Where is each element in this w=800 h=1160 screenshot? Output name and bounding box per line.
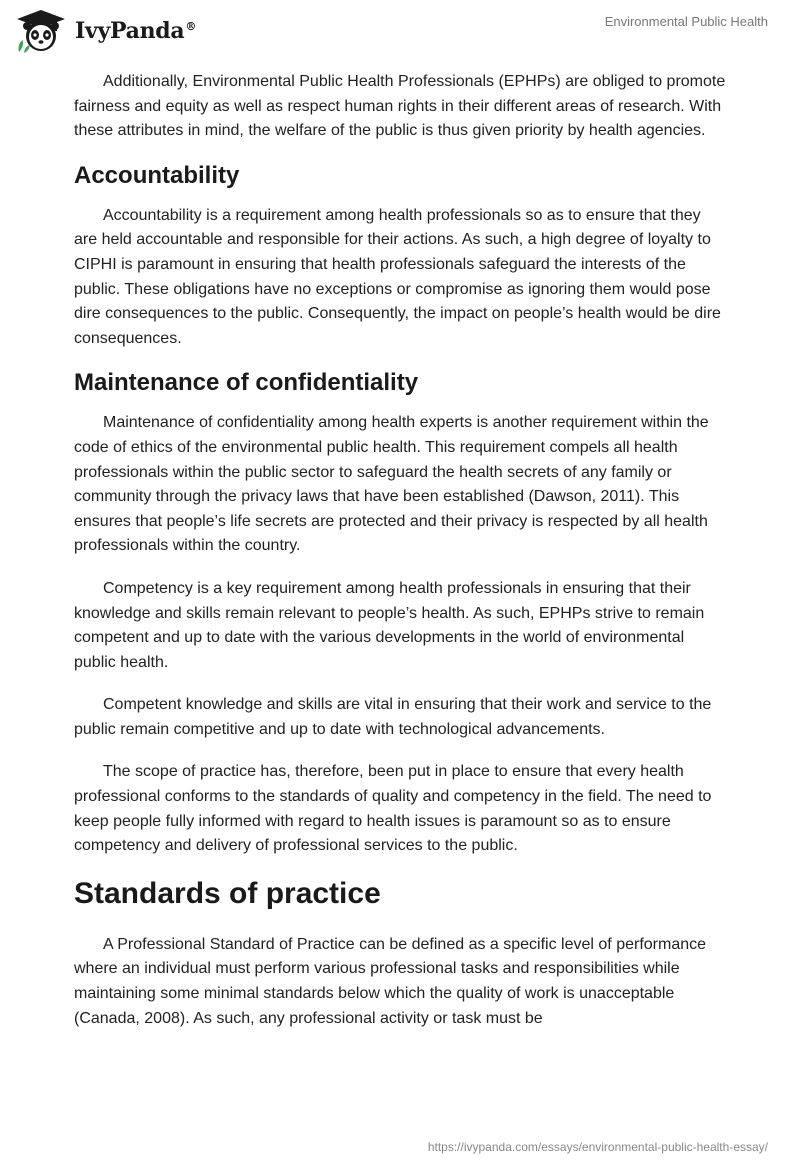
page-header (0, 0, 800, 64)
heading-standards-of-practice: Standards of practice (74, 876, 381, 910)
paragraph: Competent knowledge and skills are vital in ensuring that their work and service to the public remain competitive and up to date with technological advancements. (74, 696, 712, 738)
panda-graduate-icon (15, 8, 67, 54)
paragraph: A Professional Standard of Practice can be defined as a specific level of performance where an individual must perform various professional tasks and responsibilities while maintaining some minimal standards below which the quality of work is unacceptable (Canada, 2008). As such, any professional activity or task must be (74, 935, 707, 1027)
paragraph: Additionally, Environmental Public Health Professionals (EPHPs) are obliged to promote fairness and equity as well as respect human rights in their different areas of research. With these attributes in mind, the welfare of the public is thus given priority by health agencies. (74, 73, 726, 140)
paragraph: Maintenance of confidentiality among health experts is another requirement within the code of ethics of the environmental public health. This requirement compels all health professionals within the public sector to safeguard the health secrets of any family or community through the privacy laws that have been established (Dawson, 2011). This ensures that people’s life secrets are protected and their privacy is respected by all health professionals within the country. (74, 414, 709, 555)
document-title: Environmental Public Health (604, 14, 768, 29)
heading-confidentiality: Maintenance of confidentiality (74, 369, 419, 397)
source-url[interactable]: https://ivypanda.com/essays/environmental-public-health-essay/ (427, 1140, 768, 1154)
paragraph: Competency is a key requirement among health professionals in ensuring that their knowledge and skills remain relevant to people’s health. As such, EPHPs strive to remain competent and up to date with the various developments in the world of environmental public health. (74, 579, 705, 671)
essay-body (74, 70, 728, 1049)
heading-accountability: Accountability (74, 161, 240, 189)
brand-logo[interactable] (15, 8, 196, 54)
paragraph: The scope of practice has, therefore, been put in place to ensure that every health professional conforms to the standards of quality and competency in the field. The need to keep people fully informed with regard to health issues is paramount so as to ensure competency and delivery of professional services to the public. (74, 763, 712, 855)
brand-name: IvyPanda® (75, 18, 197, 44)
paragraph: Accountability is a requirement among health professionals so as to ensure that they are held accountable and responsible for their actions. As such, a high degree of loyalty to CIPHI is paramount in ensuring that health professionals safeguard the interests of the public. These obligations have no exceptions or compromise as ignoring them would pose dire consequences to the public. Consequently, the impact on people’s health would be dire consequences. (74, 206, 721, 347)
